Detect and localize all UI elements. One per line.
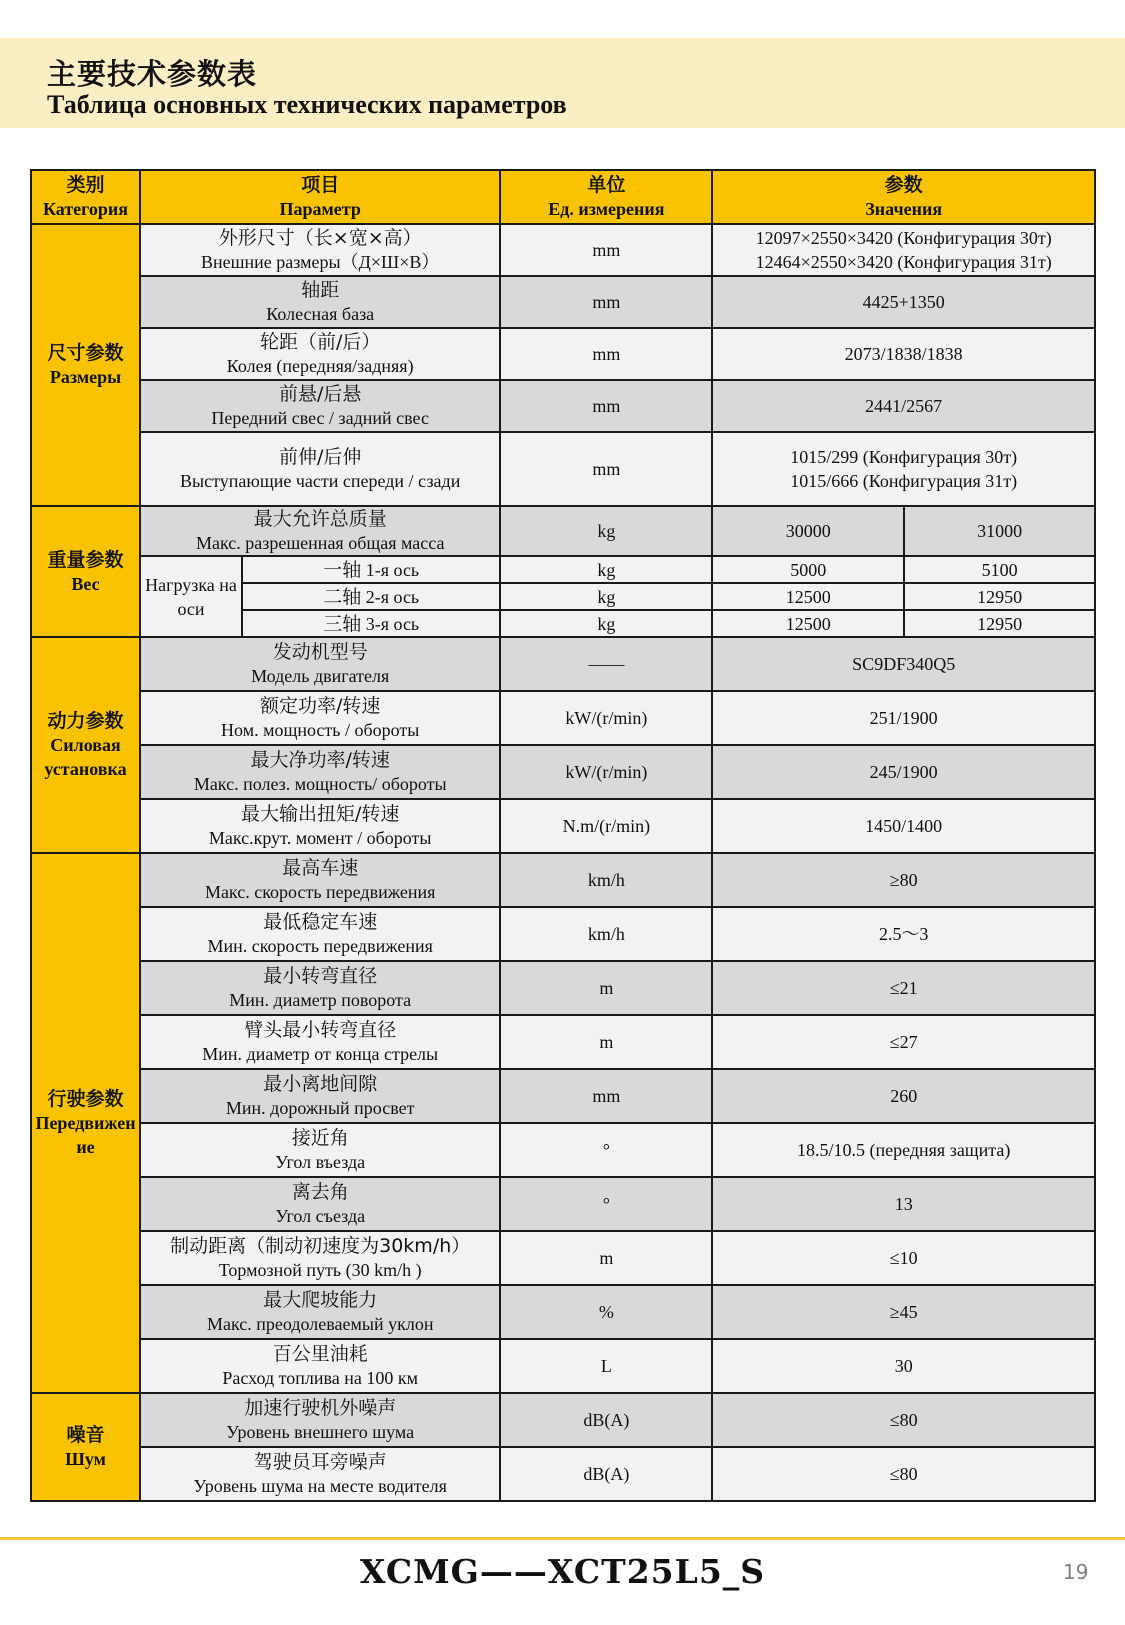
value-cell: SC9DF340Q5 <box>712 637 1095 691</box>
value-cell: ≥80 <box>712 853 1095 907</box>
param-cell: 最小转弯直径 Мин. диаметр поворота <box>140 961 500 1015</box>
category-weight: 重量参数 Вес <box>31 506 140 637</box>
page-number: 19 <box>1063 1560 1089 1584</box>
value-cell-31t: 5100 <box>904 556 1095 583</box>
param-cell: 制动距离（制动初速度为30km/h） Тормозной путь (30 km/h ) <box>140 1231 500 1285</box>
param-cell: 离去角 Угол съезда <box>140 1177 500 1231</box>
param-cell: 发动机型号 Модель двигателя <box>140 637 500 691</box>
table-row <box>31 432 1095 506</box>
value-cell: ≤80 <box>712 1447 1095 1501</box>
axle-load-label: Нагрузка на оси <box>140 556 242 637</box>
category-size: 尺寸参数 Размеры <box>31 224 140 506</box>
table-row <box>31 1015 1095 1069</box>
param-cell: 轮距（前/后） Колея (передняя/задняя) <box>140 328 500 380</box>
value-cell: ≤27 <box>712 1015 1095 1069</box>
table-row <box>31 506 1095 556</box>
param-cell: 外形尺寸（长×宽×高） Внешние размеры（Д×Ш×В） <box>140 224 500 276</box>
header-unit: 单位 Ед. измерения <box>500 170 712 224</box>
table-row <box>31 637 1095 691</box>
param-cell: 最大爬坡能力 Макс. преодолеваемый уклон <box>140 1285 500 1339</box>
header-parameter: 项目 Параметр <box>140 170 500 224</box>
param-cell: 最大净功率/转速 Макс. полез. мощность/ обороты <box>140 745 500 799</box>
table-row <box>31 853 1095 907</box>
param-cell: 百公里油耗 Расход топлива на 100 км <box>140 1339 500 1393</box>
unit-cell: km/h <box>500 907 712 961</box>
page-title-russian: Таблица основных технических параметров <box>47 90 567 119</box>
value-cell: ≤21 <box>712 961 1095 1015</box>
table-row <box>31 1393 1095 1447</box>
table-row <box>31 1177 1095 1231</box>
table-row <box>31 276 1095 328</box>
value-cell: 1015/299 (Конфигурация 30т) 1015/666 (Конфигурация 31т) <box>712 432 1095 506</box>
param-cell: 最小离地间隙 Мин. дорожный просвет <box>140 1069 500 1123</box>
unit-cell: mm <box>500 432 712 506</box>
param-cell: 最高车速 Макс. скорость передвижения <box>140 853 500 907</box>
unit-cell: ° <box>500 1177 712 1231</box>
unit-cell: mm <box>500 380 712 432</box>
unit-cell: m <box>500 961 712 1015</box>
param-cell: 额定功率/转速 Ном. мощность / обороты <box>140 691 500 745</box>
spec-table <box>30 169 1096 1502</box>
value-cell: 1450/1400 <box>712 799 1095 853</box>
table-row <box>31 691 1095 745</box>
category-power: 动力参数 Силовая установка <box>31 637 140 853</box>
table-row <box>31 328 1095 380</box>
table-row <box>31 745 1095 799</box>
unit-cell: kW/(r/min) <box>500 745 712 799</box>
unit-cell: m <box>500 1015 712 1069</box>
unit-cell: —— <box>500 637 712 691</box>
value-cell: ≤80 <box>712 1393 1095 1447</box>
param-cell: 最低稳定车速 Мин. скорость передвижения <box>140 907 500 961</box>
unit-cell: mm <box>500 276 712 328</box>
axle-cell: 一轴 1-я ось <box>242 556 500 583</box>
table-row <box>31 961 1095 1015</box>
value-cell-31t: 31000 <box>904 506 1095 556</box>
unit-cell: mm <box>500 1069 712 1123</box>
value-cell: 2441/2567 <box>712 380 1095 432</box>
category-travel: 行驶参数 Передвижение <box>31 853 140 1393</box>
param-cell: 最大输出扭矩/转速 Макс.крут. момент / обороты <box>140 799 500 853</box>
value-cell: 2.5～3 <box>712 907 1095 961</box>
value-cell-30t: 5000 <box>712 556 904 583</box>
param-cell: 前悬/后悬 Передний свес / задний свес <box>140 380 500 432</box>
unit-cell: dB(A) <box>500 1447 712 1501</box>
unit-cell: kg <box>500 556 712 583</box>
unit-cell: dB(A) <box>500 1393 712 1447</box>
param-cell: 前伸/后伸 Выступающие части спереди / сзади <box>140 432 500 506</box>
value-cell: 4425+1350 <box>712 276 1095 328</box>
unit-cell: km/h <box>500 853 712 907</box>
unit-cell: L <box>500 1339 712 1393</box>
value-cell: ≥45 <box>712 1285 1095 1339</box>
category-noise: 噪音 Шум <box>31 1393 140 1501</box>
value-cell-31t: 12950 <box>904 583 1095 610</box>
table-row <box>31 1339 1095 1393</box>
param-cell: 最大允许总质量 Макс. разрешенная общая масса <box>140 506 500 556</box>
unit-cell: mm <box>500 328 712 380</box>
header-category: 类别 Категория <box>31 170 140 224</box>
param-cell: 轴距 Колесная база <box>140 276 500 328</box>
unit-cell: kg <box>500 506 712 556</box>
param-cell: 驾驶员耳旁噪声 Уровень шума на месте водителя <box>140 1447 500 1501</box>
param-cell: 臂头最小转弯直径 Мин. диаметр от конца стрелы <box>140 1015 500 1069</box>
value-cell-31t: 12950 <box>904 610 1095 637</box>
unit-cell: mm <box>500 224 712 276</box>
value-cell: ≤10 <box>712 1231 1095 1285</box>
param-cell: 加速行驶机外噪声 Уровень внешнего шума <box>140 1393 500 1447</box>
unit-cell: m <box>500 1231 712 1285</box>
value-cell: 13 <box>712 1177 1095 1231</box>
table-row <box>31 1285 1095 1339</box>
table-row <box>31 1123 1095 1177</box>
table-row <box>31 1231 1095 1285</box>
value-cell: 18.5/10.5 (передняя защита) <box>712 1123 1095 1177</box>
unit-cell: N.m/(r/min) <box>500 799 712 853</box>
footer-divider <box>0 1537 1125 1540</box>
table-row <box>31 380 1095 432</box>
value-cell: 30 <box>712 1339 1095 1393</box>
unit-cell: kg <box>500 610 712 637</box>
value-cell: 260 <box>712 1069 1095 1123</box>
unit-cell: ° <box>500 1123 712 1177</box>
value-cell-30t: 30000 <box>712 506 904 556</box>
table-row <box>31 907 1095 961</box>
table-row <box>31 1069 1095 1123</box>
value-cell: 2073/1838/1838 <box>712 328 1095 380</box>
axle-cell: 三轴 3-я ось <box>242 610 500 637</box>
param-cell: 接近角 Угол въезда <box>140 1123 500 1177</box>
table-row <box>31 1447 1095 1501</box>
unit-cell: % <box>500 1285 712 1339</box>
value-cell-30t: 12500 <box>712 610 904 637</box>
header-value: 参数 Значения <box>712 170 1095 224</box>
page-title-chinese: 主要技术参数表 <box>47 57 258 91</box>
value-cell-30t: 12500 <box>712 583 904 610</box>
unit-cell: kg <box>500 583 712 610</box>
value-cell: 245/1900 <box>712 745 1095 799</box>
table-row <box>31 224 1095 276</box>
unit-cell: kW/(r/min) <box>500 691 712 745</box>
table-header-row <box>31 170 1095 224</box>
table-row <box>31 556 1095 583</box>
axle-cell: 二轴 2-я ось <box>242 583 500 610</box>
value-cell: 251/1900 <box>712 691 1095 745</box>
footer-model-name: XCMG——XCT25L5_S <box>359 1552 766 1591</box>
value-cell: 12097×2550×3420 (Конфигурация 30т) 12464×2550×3420 (Конфигурация 31т) <box>712 224 1095 276</box>
table-row <box>31 799 1095 853</box>
